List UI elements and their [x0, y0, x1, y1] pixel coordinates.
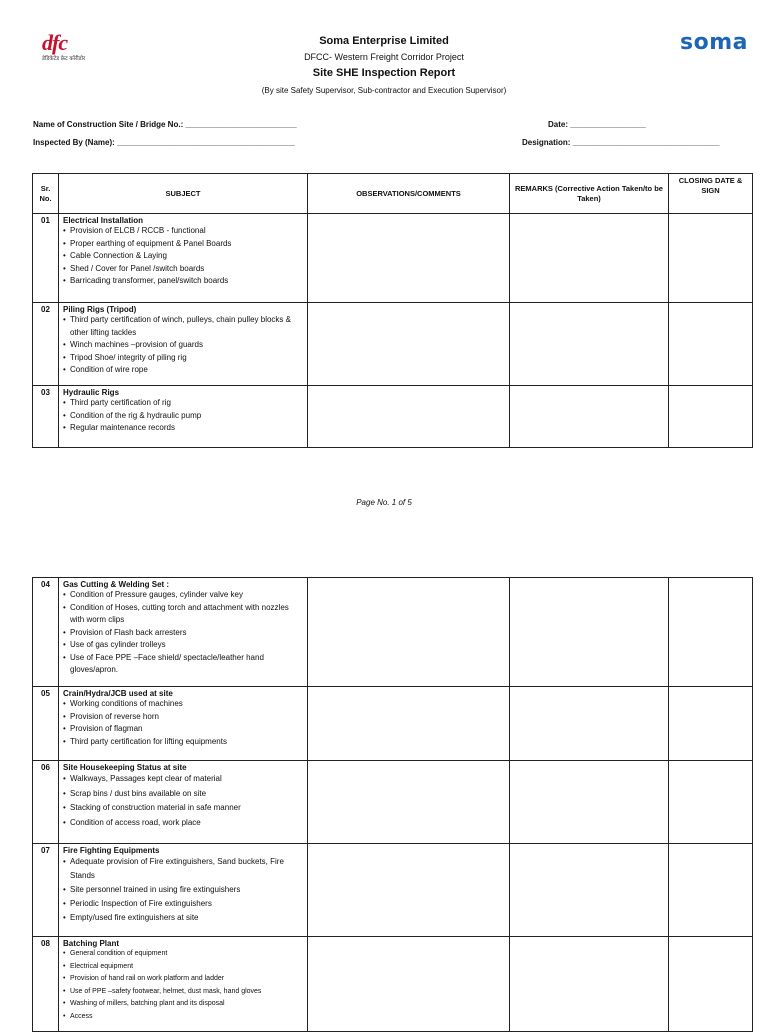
col-observations: OBSERVATIONS/COMMENTS — [308, 174, 510, 214]
subject-items — [63, 397, 303, 435]
list-item: • Empty/used fire extinguishers at site — [63, 911, 303, 925]
closing-cell[interactable] — [669, 214, 753, 303]
remarks-cell[interactable] — [510, 578, 669, 687]
subject-items — [63, 589, 303, 677]
soma-logo: soma — [680, 30, 748, 55]
subject-items — [63, 314, 303, 377]
col-sr: Sr. No. — [33, 174, 59, 214]
observations-cell[interactable] — [308, 844, 510, 937]
list-item: • Periodic Inspection of Fire extinguishers — [63, 897, 303, 911]
table-row — [33, 687, 753, 761]
subject-title: Batching Plant — [63, 939, 120, 948]
list-item: • Provision of flagman — [63, 723, 303, 736]
subject-title: Gas Cutting & Welding Set : — [63, 580, 170, 589]
list-item: • Walkways, Passages kept clear of material — [63, 772, 303, 787]
closing-cell[interactable] — [669, 761, 753, 844]
subject-title: Fire Fighting Equipments — [63, 846, 160, 855]
list-item: • Provision of reverse horn — [63, 711, 303, 724]
inspection-table-page-2 — [32, 577, 753, 1032]
row-subject — [59, 386, 308, 448]
row-subject — [59, 214, 308, 303]
table-row — [33, 386, 753, 448]
list-item: • Third party certification of rig — [63, 397, 303, 410]
date-field: Date: _________________ — [548, 120, 646, 129]
list-item: • Condition of the rig & hydraulic pump — [63, 410, 303, 423]
inspected-by-field: Inspected By (Name): ________________________________________ — [33, 138, 295, 147]
closing-cell[interactable] — [669, 937, 753, 1032]
subject-title: Crain/Hydra/JCB used at site — [63, 689, 173, 698]
observations-cell[interactable] — [308, 937, 510, 1032]
designation-field: Designation: _________________________________ — [522, 138, 720, 147]
observations-cell[interactable] — [308, 303, 510, 386]
subject-items — [63, 698, 303, 748]
table-row — [33, 214, 753, 303]
list-item: • Shed / Cover for Panel /switch boards — [63, 263, 303, 276]
project-name: DFCC- Western Freight Corridor Project — [304, 52, 464, 62]
row-number: 04 — [33, 578, 59, 687]
list-item: • Adequate provision of Fire extinguishers, Sand buckets, Fire Stands — [63, 855, 303, 883]
row-number: 02 — [33, 303, 59, 386]
row-number: 05 — [33, 687, 59, 761]
row-subject — [59, 687, 308, 761]
closing-cell[interactable] — [669, 687, 753, 761]
logo-mark: dfc — [42, 30, 68, 55]
list-item: • Cable Connection & Laying — [63, 250, 303, 263]
list-item: • Regular maintenance records — [63, 422, 303, 435]
list-item: • Washing of millers, batching plant and its disposal — [63, 998, 303, 1011]
report-subtitle: (By site Safety Supervisor, Sub-contractor and Execution Supervisor) — [261, 86, 507, 95]
row-number: 03 — [33, 386, 59, 448]
list-item: • Provision of ELCB / RCCB - functional — [63, 225, 303, 238]
list-item: • Site personnel trained in using fire extinguishers — [63, 883, 303, 897]
closing-cell[interactable] — [669, 578, 753, 687]
row-number: 07 — [33, 844, 59, 937]
company-name: Soma Enterprise Limited — [319, 35, 449, 47]
closing-cell[interactable] — [669, 386, 753, 448]
list-item: • Condition of access road, work place — [63, 816, 303, 831]
observations-cell[interactable] — [308, 578, 510, 687]
report-title: Site SHE Inspection Report — [312, 67, 456, 79]
remarks-cell[interactable] — [510, 687, 669, 761]
list-item: • Scrap bins / dust bins available on site — [63, 787, 303, 802]
logo-subtext: डेडिकेटेड फ्रेट कॉरीडोर — [42, 56, 86, 62]
list-item: • Use of Face PPE –Face shield/ spectacle/leather hand gloves/apron. — [63, 652, 303, 677]
closing-cell[interactable] — [669, 844, 753, 937]
row-subject — [59, 303, 308, 386]
row-number: 06 — [33, 761, 59, 844]
subject-title: Site Housekeeping Status at site — [63, 763, 187, 772]
list-item: • Condition of Pressure gauges, cylinder valve key — [63, 589, 303, 602]
list-item: • Use of gas cylinder trolleys — [63, 639, 303, 652]
subject-items — [63, 225, 303, 288]
list-item: • Condition of wire rope — [63, 364, 303, 377]
row-subject — [59, 844, 308, 937]
remarks-cell[interactable] — [510, 386, 669, 448]
list-item: • Condition of Hoses, cutting torch and attachment with nozzles with worm clips — [63, 602, 303, 627]
subject-items — [63, 948, 303, 1023]
list-item: • General condition of equipment — [63, 948, 303, 961]
table-header-row — [33, 174, 753, 214]
remarks-cell[interactable] — [510, 214, 669, 303]
subject-items — [63, 772, 303, 830]
site-name-field: Name of Construction Site / Bridge No.: _________________________ — [33, 120, 297, 129]
table-row — [33, 578, 753, 687]
subject-title: Hydraulic Rigs — [63, 388, 120, 397]
list-item: • Proper earthing of equipment & Panel Boards — [63, 238, 303, 251]
list-item: • Provision of Flash back arresters — [63, 627, 303, 640]
inspection-table-page-1 — [32, 173, 753, 448]
list-item: • Third party certification of winch, pulleys, chain pulley blocks & other lifting tackles — [63, 314, 303, 339]
remarks-cell[interactable] — [510, 844, 669, 937]
observations-cell[interactable] — [308, 386, 510, 448]
subject-title: Piling Rigs (Tripod) — [63, 305, 137, 314]
row-subject — [59, 578, 308, 687]
page-number: Page No. 1 of 5 — [356, 498, 412, 507]
list-item: • Barricading transformer, panel/switch boards — [63, 275, 303, 288]
closing-cell[interactable] — [669, 303, 753, 386]
list-item: • Tripod Shoe/ integrity of piling rig — [63, 352, 303, 365]
list-item: • Electrical equipment — [63, 961, 303, 974]
row-number: 01 — [33, 214, 59, 303]
list-item: • Winch machines –provision of guards — [63, 339, 303, 352]
subject-items — [63, 855, 303, 925]
remarks-cell[interactable] — [510, 937, 669, 1032]
observations-cell[interactable] — [308, 687, 510, 761]
col-closing: CLOSING DATE & SIGN — [669, 174, 753, 214]
list-item: • Access — [63, 1011, 303, 1024]
table-row — [33, 761, 753, 844]
list-item: • Third party certification for lifting equipments — [63, 736, 303, 749]
subject-title: Electrical Installation — [63, 216, 144, 225]
table-row — [33, 303, 753, 386]
table-row — [33, 937, 753, 1032]
row-subject — [59, 761, 308, 844]
remarks-cell[interactable] — [510, 303, 669, 386]
list-item: • Stacking of construction material in safe manner — [63, 801, 303, 816]
list-item: • Provision of hand rail on work platform and ladder — [63, 973, 303, 986]
col-subject: SUBJECT — [59, 174, 308, 214]
observations-cell[interactable] — [308, 214, 510, 303]
table-row — [33, 844, 753, 937]
remarks-cell[interactable] — [510, 761, 669, 844]
list-item: • Use of PPE –safety footwear, helmet, dust mask, hand gloves — [63, 986, 303, 999]
observations-cell[interactable] — [308, 761, 510, 844]
list-item: • Working conditions of machines — [63, 698, 303, 711]
row-number: 08 — [33, 937, 59, 1032]
row-subject — [59, 937, 308, 1032]
col-remarks: REMARKS (Corrective Action Taken/to be Taken) — [510, 174, 669, 214]
